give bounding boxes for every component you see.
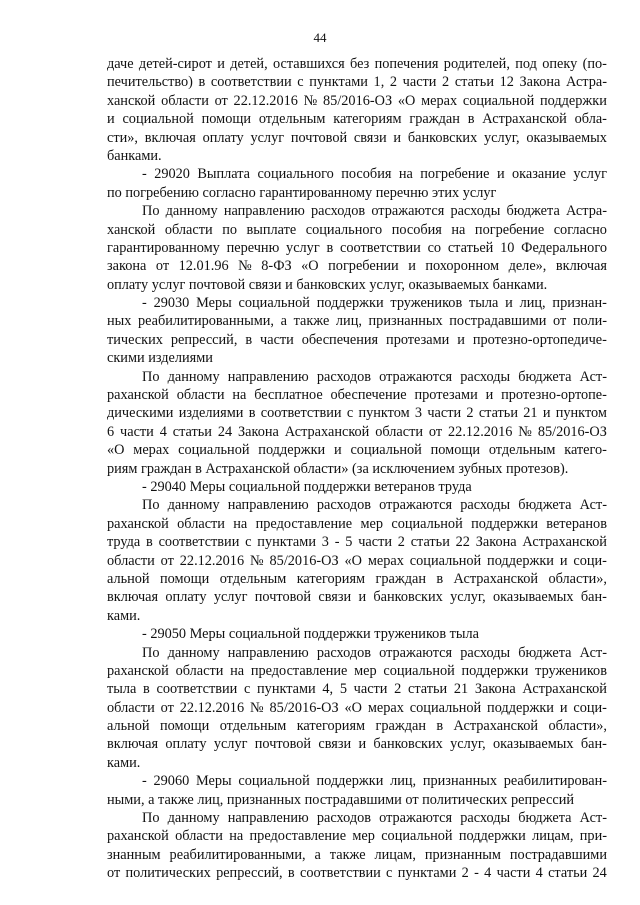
text-line: от политических репрессий, в соответствии с пунктами 2 - 4 части 4 статьи 24 [107,865,607,882]
text-line: ками. [107,607,141,624]
text-line: По данному направлению расходов отражаются расходы бюджета Аст- [142,497,607,514]
text-line: ными, а также лиц, признанных пострадавшими от политических репрессий [107,791,575,808]
text-line: труда в соответствии с пунктами 3 - 5 части 2 статьи 22 Закона Астраханской [107,534,607,551]
text-line: - 29060 Меры социальной поддержки лиц, признанных реабилитирован- [142,773,607,790]
text-line: - 29020 Выплата социального пособия на погребение и оказание услуг [142,166,607,183]
document-body [107,55,607,883]
text-line: раханской области на предоставление мер социальной поддержки ветеранов [107,515,607,532]
text-line: дическими изделиями в соответствии с пунктом 3 части 2 статьи 21 и пунктом [107,405,607,422]
text-line: тических репрессий, в части обеспечения протезами и протезно-ортопедиче- [107,331,607,348]
text-line: - 29030 Меры социальной поддержки тружеников тыла и лиц, признан- [142,295,607,312]
text-line: оплату услуг почтовой связи и банковских услуг, оказываемых банками. [107,276,548,293]
text-line: ханской области от 22.12.2016 № 85/2016-ОЗ «О мерах социальной поддержки [107,92,607,109]
text-line: По данному направлению расходов отражаются расходы бюджета Аст- [142,810,607,827]
text-line: области от 22.12.2016 № 85/2016-ОЗ «О мерах социальной поддержки и соци- [107,552,607,569]
text-line: области от 22.12.2016 № 85/2016-ОЗ «О мерах социальной поддержки и соци- [107,699,607,716]
text-line: раханской области на предоставление мер социальной поддержки лицам, при- [107,828,607,845]
text-line: - 29050 Меры социальной поддержки тружеников тыла [142,626,479,643]
text-line: скими изделиями [107,350,213,367]
text-line: включая оплату услуг почтовой связи и банковских услуг, оказываемых бан- [107,589,607,606]
text-line: печительство) в соответствии с пунктами 1, 2 части 2 статьи 12 Закона Астра- [107,74,607,91]
text-line: закона от 12.01.96 № 8-ФЗ «О погребении и похоронном деле», включая [107,258,607,275]
text-line: риям граждан в Астраханской области» (за исключением зубных протезов). [107,460,569,477]
text-line: даче детей-сирот и детей, оставшихся без попечения родителей, под опеку (по- [107,56,607,72]
text-line: раханской области на предоставление мер социальной поддержки тружеников [107,662,607,679]
text-line: тыла в соответствии с пунктами 4, 5 части 2 статьи 21 Закона Астраханской [107,681,607,698]
text-line: и социальной помощи отдельным категориям граждан в Астраханской обла- [107,111,607,128]
text-line: знанным реабилитированными, а также лицам, признанным пострадавшими [107,846,607,863]
text-line: «О мерах социальной поддержки и социальной помощи отдельным катего- [107,442,607,459]
text-line: гарантированному перечню услуг в соответствии со статьей 10 Федерального [107,239,607,256]
text-line: раханской области на бесплатное обеспечение протезами и протезно-ортопе- [107,387,607,404]
text-line: включая оплату услуг почтовой связи и банковских услуг, оказываемых бан- [107,736,607,753]
text-line: По данному направлению расходов отражаются расходы бюджета Аст- [142,644,607,661]
text-line: альной помощи отдельным категориям граждан в Астраханской области», [107,718,607,735]
text-line: ками. [107,754,141,771]
text-line: банками. [107,147,162,164]
text-line: По данному направлению расходов отражаются расходы бюджета Аст- [142,368,607,385]
text-line: 6 части 4 статьи 24 Закона Астраханской области от 22.12.2016 № 85/2016-ОЗ [107,423,607,440]
text-line: по погребению согласно гарантированному перечню этих услуг [107,184,497,201]
text-line: альной помощи отдельным категориям граждан в Астраханской области», [107,570,607,587]
text-line: - 29040 Меры социальной поддержки ветеранов труда [142,478,472,495]
text-line: ханской области по выплате социального пособия на погребение согласно [107,221,607,238]
text-line: По данному направлению расходов отражаются расходы бюджета Астра- [142,203,607,220]
page-number: 44 [313,30,327,45]
text-line: сти», включая оплату услуг почтовой связи и банковских услуг, оказываемых [107,129,607,146]
text-line: ных реабилитированными, а также лиц, признанных пострадавшими от поли- [107,313,607,330]
